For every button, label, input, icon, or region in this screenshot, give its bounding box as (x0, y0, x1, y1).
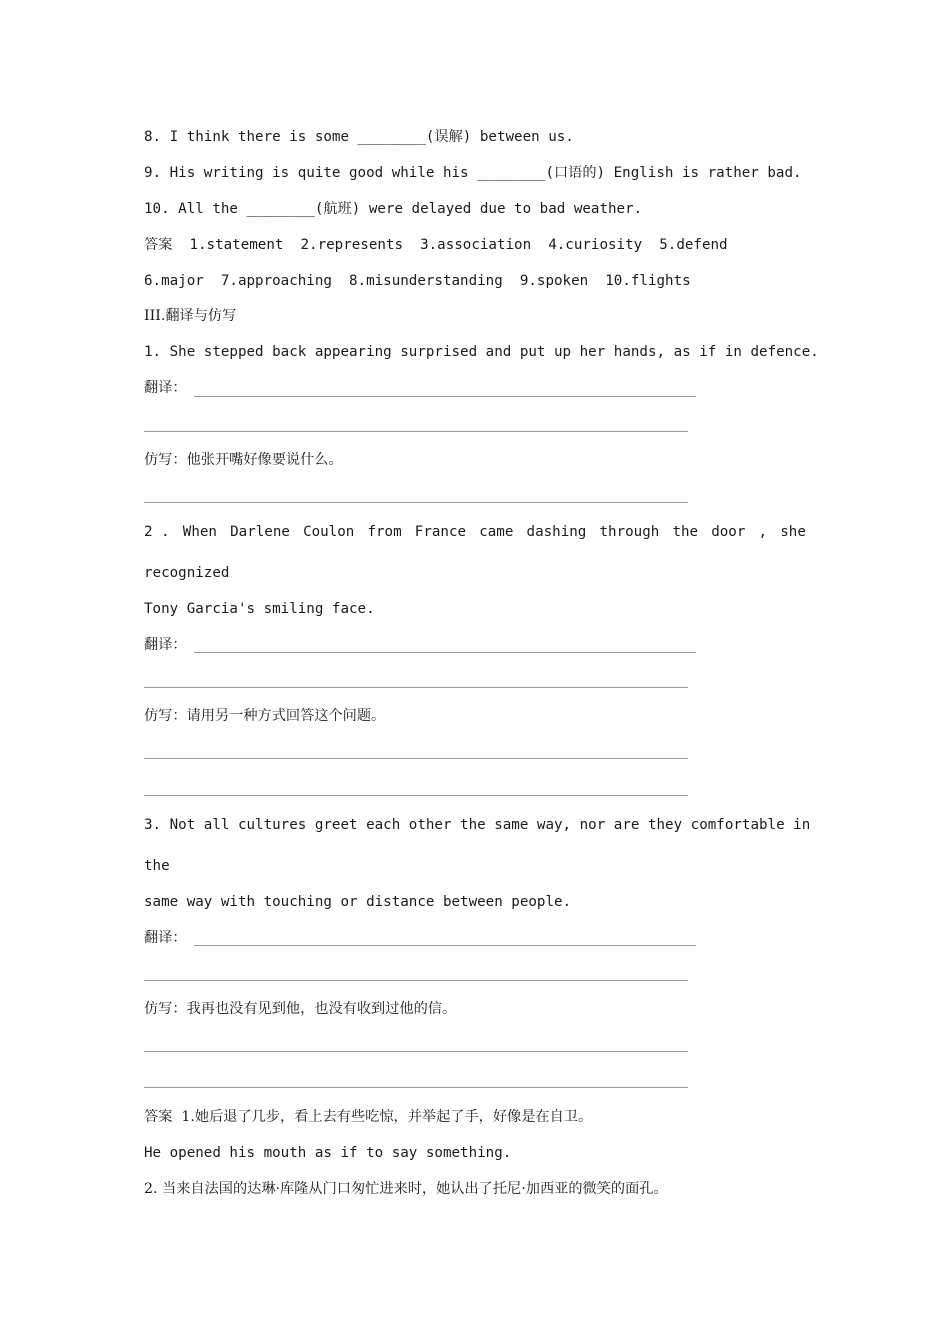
item-3-translate-blank[interactable] (194, 945, 696, 946)
item-3-imitate-prompt: 我再也没有见到他，也没有收到过他的信。 (186, 1001, 457, 1017)
item-2-word: through (599, 524, 660, 540)
item-2-imitate-label: 仿写： (144, 708, 187, 724)
item-2-word: , (758, 524, 768, 540)
question-8: 8. I think there is some ________(误解) between us. (144, 129, 574, 145)
item-2-sentence-line-1 (144, 522, 806, 542)
item-3-imitate-blank[interactable] (144, 1051, 688, 1052)
item-2-imitate-line (144, 706, 385, 726)
item-1-translate-label: 翻译： (144, 380, 187, 396)
item-2-word: she (780, 524, 806, 540)
item-2-word: dashing (526, 524, 587, 540)
item-2-word: When (182, 524, 217, 540)
item-3-imitate-blank-2[interactable] (144, 1087, 688, 1088)
item-1-imitate-label: 仿写： (144, 452, 187, 468)
item-2-wrap-word: recognized (144, 565, 230, 581)
question-10: 10. All the ________(航班) were delayed due to bad weather. (144, 201, 643, 217)
item-3-translate-blank-2[interactable] (144, 980, 688, 981)
item-2-imitate-blank[interactable] (144, 758, 688, 759)
item-3-sentence-line-2: same way with touching or distance between people. (144, 894, 572, 910)
item-3-translate-label: 翻译： (144, 930, 187, 946)
item-3-sentence-line-1: 3. Not all cultures greet each other the same way, nor are they comfortable in (144, 817, 811, 833)
item-2-word: door (711, 524, 746, 540)
question-9: 9. His writing is quite good while his ________(口语的) English is rather bad. (144, 165, 802, 181)
item-2-imitate-blank-2[interactable] (144, 795, 688, 796)
answers-line-2: He opened his mouth as if to say something. (144, 1145, 512, 1161)
item-1-imitate-prompt: 他张开嘴好像要说什么。 (186, 452, 343, 468)
item-2-word: France (414, 524, 467, 540)
item-2-word: the (672, 524, 699, 540)
item-2-word: Darlene (230, 524, 290, 540)
section-heading: III.翻译与仿写 (144, 308, 237, 324)
item-2-translate-label: 翻译： (144, 637, 187, 653)
item-2-sentence-line-2: Tony Garcia's smiling face. (144, 601, 375, 617)
item-2-word: 2 . (144, 524, 170, 540)
item-2-word: came (479, 524, 514, 540)
item-3-imitate-label: 仿写： (144, 1001, 187, 1017)
item-3-imitate-line (144, 999, 456, 1019)
answer-key-line-2: 6.major 7.approaching 8.misunderstanding 9.spoken 10.flights (144, 273, 691, 289)
item-1-translate-blank[interactable] (194, 396, 696, 397)
item-3-wrap-word: the (144, 858, 170, 874)
item-1-imitate-line (144, 450, 343, 470)
answer-key-line-1: 答案 1.statement 2.represents 3.association 4.curiosity 5.defend (144, 237, 728, 253)
item-2-word: Coulon (303, 524, 355, 540)
item-2-imitate-prompt: 请用另一种方式回答这个问题。 (186, 708, 386, 724)
item-1-translate-blank-2[interactable] (144, 431, 688, 432)
item-2-translate-blank-2[interactable] (144, 687, 688, 688)
answers-line-3: 2. 当来自法国的达琳·库隆从门口匆忙进来时，她认出了托尼·加西亚的微笑的面孔。 (144, 1181, 668, 1197)
answers-line-1: 答案 1.她后退了几步，看上去有些吃惊，并举起了手，好像是在自卫。 (144, 1109, 593, 1125)
item-2-word: from (367, 524, 402, 540)
item-1-imitate-blank[interactable] (144, 502, 688, 503)
item-1-sentence: 1. She stepped back appearing surprised and put up her hands, as if in defence. (144, 344, 819, 360)
item-2-translate-blank[interactable] (194, 652, 696, 653)
